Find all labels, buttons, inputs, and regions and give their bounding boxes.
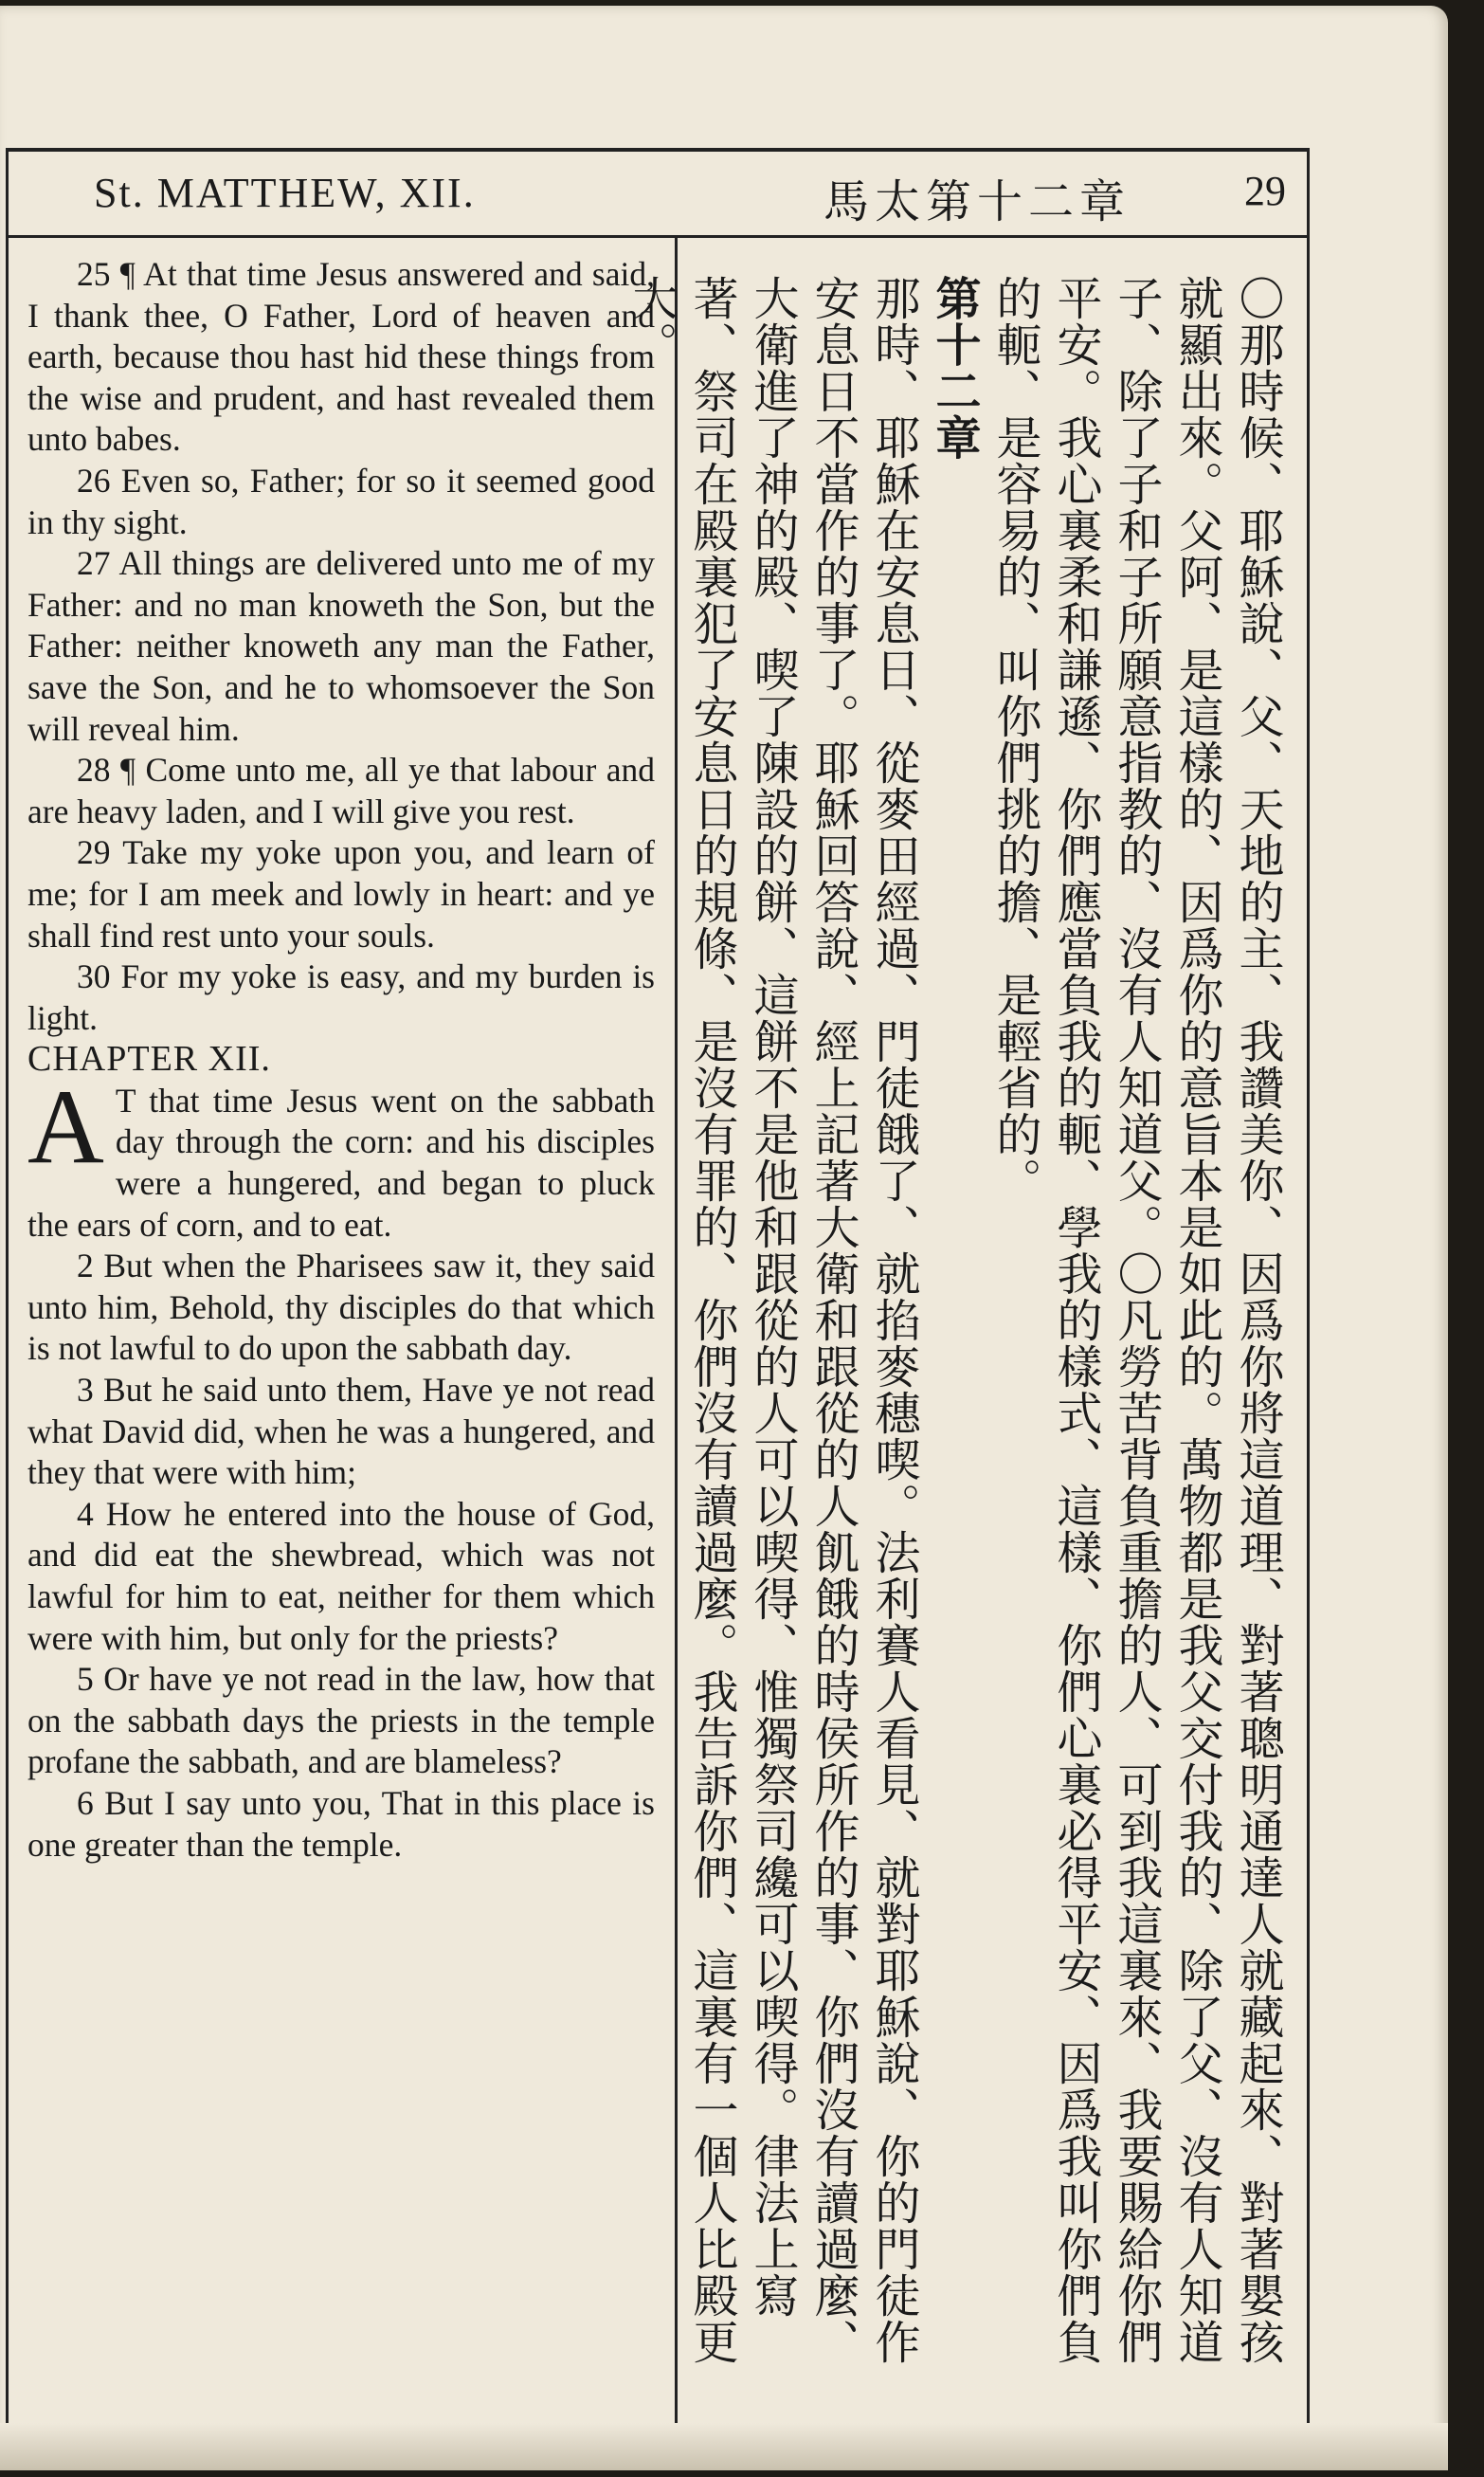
verse-27: 27 All things are delivered unto me of my Father: and no man knoweth the Son, but the Father: neither knoweth any man the Father, save the Son, and he to whomsoever the Son will reveal him. bbox=[27, 544, 655, 748]
page-bottom-shading bbox=[0, 2423, 1448, 2470]
header-english-title: St. MATTHEW, XII. bbox=[94, 170, 476, 216]
chinese-verse-25: 〇那時候、耶穌說、父、天地的主、我讚美你、因爲你將這道理、對著聰明通達人就藏起來、對著嬰孩就顯出來。 bbox=[1170, 275, 1284, 2365]
verse-30: 30 For my yoke is easy, and my burden is light. bbox=[27, 957, 655, 1037]
verse-28: 28 ¶ Come unto me, all ye that labour and are heavy laden, and I will give you rest. bbox=[27, 751, 655, 830]
verse-4: 4 How he entered into the house of God, and did eat the shewbread, which was not lawful for him to eat, neither for them which were with him, but only for the priests? bbox=[27, 1494, 655, 1657]
verse-5: 5 Or have ye not read in the law, how that on the sabbath days the priests in the temple profane the sabbath, and are blameless? bbox=[27, 1660, 655, 1781]
chinese-verse-1: 那時、耶穌在安息日、從麥田經過、門徒餓了、就掐麥穗喫。 bbox=[867, 275, 920, 1529]
page-number: 29 bbox=[1244, 168, 1286, 214]
running-header bbox=[9, 152, 1307, 238]
chinese-verse-26: 父阿、是這樣的、因爲你的意旨本是如此的。 bbox=[1170, 507, 1223, 1436]
chinese-verses-25-30 bbox=[985, 275, 1288, 2379]
chinese-verse-30: 因爲我叫你們負的軛、是容易的、叫你們挑的擔、是輕省的。 bbox=[988, 275, 1102, 2365]
verse-6: 6 But I say unto you, That in this place is one greater than the temple. bbox=[27, 1783, 655, 1864]
verse-1-text: T that time Jesus went on the sabbath day through the corn: and his disciples were a hungered, and began to pluck the ears of corn, and to eat. bbox=[27, 1081, 655, 1244]
chinese-verse-5: 律法上寫著、祭司在殿裏犯了安息日的規條、是沒有罪的、你們沒有讀過麼。 bbox=[685, 275, 799, 2319]
chinese-chapter-heading: 第十二章 bbox=[928, 275, 981, 461]
chinese-verse-6: 我告訴你們、這裏有一個人比殿更大。 bbox=[624, 275, 738, 2365]
drop-cap: A bbox=[27, 1067, 104, 1186]
verse-2: 2 But when the Pharisees saw it, they said unto him, Behold, thy disciples do that which is not lawful to do upon the sabbath day. bbox=[27, 1247, 655, 1368]
chapter-heading: CHAPTER XII. bbox=[27, 1039, 271, 1080]
chinese-verses-1-6 bbox=[621, 275, 924, 2379]
verse-25: 25 ¶ At that time Jesus answered and said, I thank thee, O Father, Lord of heaven and earth, because thou hast hid these things from the wise and prudent, and hast revealed them unto babes. bbox=[27, 255, 655, 459]
chinese-verse-29: 我心裏柔和謙遜、你們應當負我的軛、學我的樣式、這樣、你們心裏必得平安、 bbox=[1049, 414, 1102, 2040]
chinese-verse-2: 法利賽人看見、就對耶穌說、你的門徒作安息日不當作的事了。 bbox=[806, 275, 920, 2365]
english-column bbox=[27, 254, 655, 1866]
chinese-verse-28: 〇凡勞苦背負重擔的人、可到我這裏來、我要賜給你們平安。 bbox=[1049, 275, 1163, 2365]
verse-29: 29 Take my yoke upon you, and learn of me; for I am meek and lowly in heart: and ye shall find rest unto your souls. bbox=[27, 833, 655, 955]
chinese-verse-4: 大衛進了神的殿、喫了陳設的餅、這餅不是他和跟從的人可以喫得、惟獨祭司纔可以喫得。 bbox=[746, 275, 799, 2133]
verse-26: 26 Even so, Father; for so it seemed good in thy sight. bbox=[27, 461, 655, 541]
page-frame bbox=[6, 148, 1310, 2430]
header-chinese-title: 馬太第十二章 bbox=[823, 175, 1131, 228]
chinese-verse-3: 耶穌回答說、經上記著大衛和跟從的人飢餓的時侯所作的事、你們沒有讀過麼、 bbox=[806, 739, 860, 2365]
book-page bbox=[0, 6, 1448, 2470]
verse-3: 3 But he said unto them, Have ye not read what David did, when he was a hungered, and they that were with him; bbox=[27, 1371, 655, 1492]
chinese-column bbox=[624, 275, 1288, 2379]
chinese-verse-27: 萬物都是我父交付我的、除了父、沒有人知道子、除了子和子所願意指教的、沒有人知道父。 bbox=[1110, 275, 1223, 2365]
verse-1 bbox=[27, 1067, 655, 1246]
